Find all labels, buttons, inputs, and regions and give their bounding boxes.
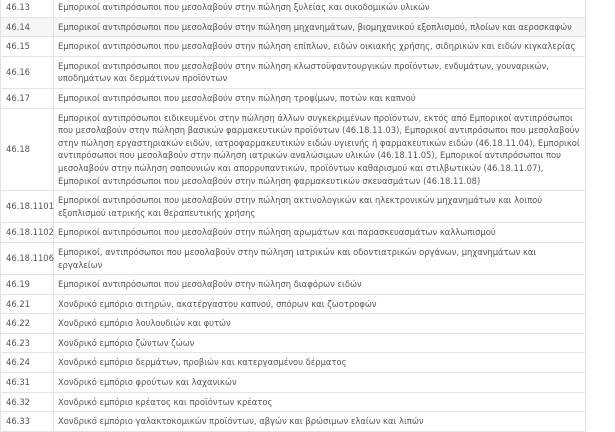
activity-description: Εμπορικοί αντιπρόσωποι που μεσολαβούν στην πώληση διαφόρων ειδών [54,275,586,295]
table-row [1,242,586,274]
table-row [1,412,586,432]
table-row [1,294,586,314]
scrollbar[interactable] [600,0,615,412]
activity-description: Χονδρικό εμπόριο σιτηρών, ακατέργαστου καπνού, σπόρων και ζωοτροφών [54,294,586,314]
table-row [1,191,586,223]
activity-description: Εμπορικοί αντιπρόσωποι που μεσολαβούν στην πώληση επίπλων, ειδών οικιακής χρήσης, σιδηρικών και ειδών κιγκαλερίας [54,37,586,57]
activity-code: 46.18.1102 [1,223,54,243]
activity-code: 46.23 [1,333,54,353]
table-body [1,0,586,431]
activity-code: 46.14 [1,17,54,37]
activity-code: 46.18.1101 [1,191,54,223]
activity-code: 46.33 [1,412,54,432]
activity-description: Εμπορικοί αντιπρόσωποι που μεσολαβούν στην πώληση ξυλείας και οικοδομικών υλικών [54,0,586,17]
activity-code: 46.18 [1,108,54,191]
activity-description: Εμπορικοί αντιπρόσωποι που μεσολαβούν στην πώληση ακτινολογικών και ηλεκτρονικών μηχανημάτων και λοιπού εξοπλισμού ιατρικής και θεραπευτικής χρήσης [54,191,586,223]
activity-description: Χονδρικό εμπόριο δερμάτων, προβιών και κατεργασμένου δέρματος [54,353,586,373]
activity-code: 46.21 [1,294,54,314]
table-row [1,37,586,57]
activity-description: Χονδρικό εμπόριο γαλακτοκομικών προϊόντων, αβγών και βρώσιμων ελαίων και λιπών [54,412,586,432]
activity-description: Εμπορικοί αντιπρόσωποι που μεσολαβούν στην πώληση κλωστοϋφαντουργικών προϊόντων, ενδυμάτων, γουναρικών, υποδημάτων και δερμάτινων προϊόντων [54,56,586,88]
activity-code: 46.22 [1,314,54,334]
activity-code: 46.16 [1,56,54,88]
activity-code: 46.32 [1,392,54,412]
table-row [1,275,586,295]
activity-description: Εμπορικοί αντιπρόσωποι που μεσολαβούν στην πώληση μηχανημάτων, βιομηχανικού εξοπλισμού, πλοίων και αεροσκαφών [54,17,586,37]
table-row [1,373,586,393]
activity-code: 46.15 [1,37,54,57]
table-row [1,314,586,334]
table-row [1,353,586,373]
activity-description: Χονδρικό εμπόριο φρούτων και λαχανικών [54,373,586,393]
table-row [1,333,586,353]
activity-code: 46.18.1106 [1,242,54,274]
activity-description: Εμπορικοί αντιπρόσωποι που μεσολαβούν στην πώληση τροφίμων, ποτών και καπνού [54,88,586,108]
table-row [1,392,586,412]
activity-code: 46.31 [1,373,54,393]
table-row [1,88,586,108]
table-row [1,17,586,37]
activity-description: Χονδρικό εμπόριο ζώντων ζώων [54,333,586,353]
activity-code: 46.24 [1,353,54,373]
activity-description: Εμπορικοί αντιπρόσωποι που μεσολαβούν στην πώληση αρωμάτων και παρασκευασμάτων καλλωπισμού [54,223,586,243]
table-row [1,223,586,243]
activity-description: Χονδρικό εμπόριο λουλουδιών και φυτών [54,314,586,334]
table-row [1,0,586,17]
table-row [1,108,586,191]
activity-code: 46.13 [1,0,54,17]
activity-code: 46.17 [1,88,54,108]
activity-description: Εμπορικοί αντιπρόσωποι ειδικευμένοι στην πώληση άλλων συγκεκριμένων προϊόντων, εκτός από Εμπορικοί αντιπρόσωποι που μεσολαβούν στην πώληση βασικών φαρμακευτικών προϊόντων (46.18.11.03), Εμπορικοί αντιπρόσωποι που μεσολαβούν στην πώληση εργαστηριακών ειδών, ιατροφαρμακευτικών ειδών υγιεινής ή φαρμακευτικών ειδών (46.18.11.04), Εμπορικοί αντιπρόσωποι που μεσολαβούν στην πώληση ιατρικών αναλώσιμων υλικών (46.18.11.05), Εμπορικοί αντιπρόσωποι που μεσολαβούν στην πώληση σαπουνιών και απορρυπαντικών, προϊόντων καθαρισμού και στιλβωτικών (46.18.11.07), Εμπορικοί αντιπρόσωποι που μεσολαβούν στην πώληση φαρμακευτικών σκευασμάτων (46.18.11.08) [54,108,586,191]
table-row [1,56,586,88]
activity-code: 46.19 [1,275,54,295]
activity-description: Χονδρικό εμπόριο κρέατος και προϊόντων κρέατος [54,392,586,412]
activity-description: Εμπορικοί, αντιπρόσωποι που μεσολαβούν στην πώληση ιατρικών και οδοντιατρικών οργάνων, μηχανημάτων και εργαλείων [54,242,586,274]
